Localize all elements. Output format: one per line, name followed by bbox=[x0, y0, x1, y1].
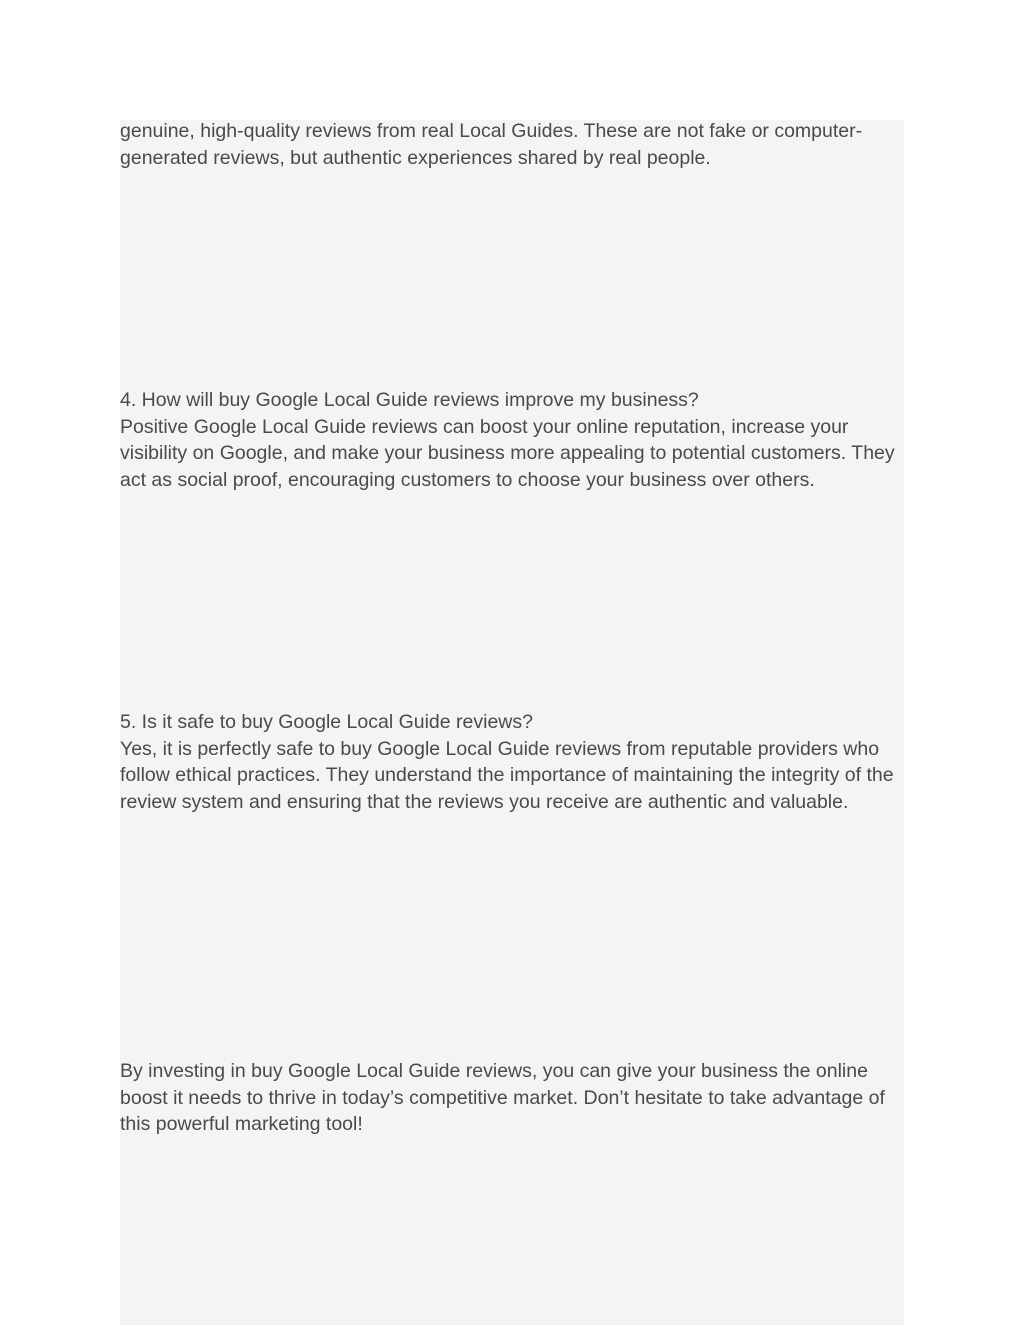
faq-item-4 bbox=[120, 387, 910, 493]
faq-question: 4. How will buy Google Local Guide reviews improve my business? bbox=[120, 389, 699, 411]
conclusion-paragraph: By investing in buy Google Local Guide reviews, you can give your business the online boost it needs to thrive in today’s competitive market. Don’t hesitate to take advantage of this powerful marketing tool! bbox=[120, 1060, 885, 1136]
faq-answer: Yes, it is perfectly safe to buy Google Local Guide reviews from reputable providers who follow ethical practices. They understand the importance of maintaining the integrity of the review system and ensuring that the reviews you receive are authentic and valuable. bbox=[120, 737, 894, 813]
conclusion-section bbox=[120, 1058, 910, 1138]
faq-answer: Positive Google Local Guide reviews can boost your online reputation, increase your visibility on Google, and make your business more appealing to potential customers. They act as social proof, encouraging customers to choose your business over others. bbox=[120, 415, 895, 491]
faq-item-5 bbox=[120, 709, 910, 815]
intro-section bbox=[120, 118, 910, 171]
intro-paragraph: genuine, high-quality reviews from real Local Guides. These are not fake or computer-generated reviews, but authentic experiences shared by real people. bbox=[120, 120, 863, 169]
faq-question: 5. Is it safe to buy Google Local Guide reviews? bbox=[120, 711, 533, 733]
